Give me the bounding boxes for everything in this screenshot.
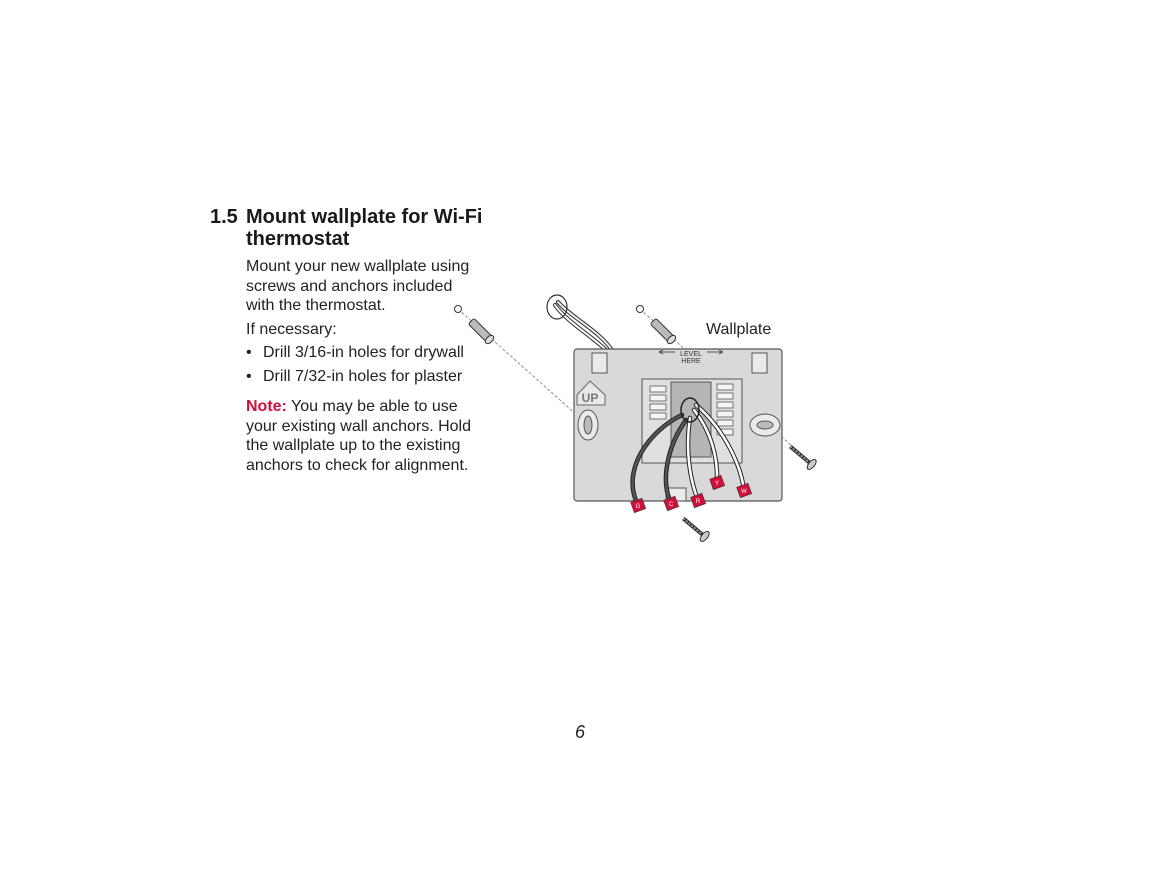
intro-paragraph: Mount your new wallplate using screws and anchors included with the thermostat. (246, 258, 470, 314)
anchor-hole-icon (455, 306, 462, 313)
wall-wires (547, 295, 612, 350)
wall-anchor-icon (650, 318, 678, 346)
wallplate-illustration (440, 285, 840, 560)
bullet-icon: • (246, 344, 252, 361)
level-text: HERE (681, 358, 701, 365)
svg-text:G: G (635, 504, 641, 510)
level-text: LEVEL (680, 351, 702, 358)
section-title: Mount wallplate for Wi-Fi thermostat (246, 206, 483, 250)
svg-text:C: C (668, 502, 674, 508)
note-text: You may be able to use your existing wall anchors. Hold the wallplate up to the existing anchors to check for alignment. (246, 398, 471, 474)
bullet-text: Drill 3/16-in holes for drywall (263, 344, 464, 361)
plate-clip (752, 353, 767, 373)
bullet-icon: • (246, 368, 252, 385)
mounting-screw-icon (786, 442, 817, 471)
anchor-hole-icon (637, 306, 644, 313)
if-necessary-text: If necessary: (246, 321, 337, 338)
plate-clip (592, 353, 607, 373)
wallplate-callout: Wallplate (706, 321, 772, 338)
section-number: 1.5 (210, 206, 238, 228)
svg-text:Y: Y (714, 481, 720, 487)
bullet-text: Drill 7/32-in holes for plaster (263, 368, 463, 385)
mounting-screw-icon (679, 514, 710, 543)
wall-anchor-icon (468, 318, 496, 346)
screw-slot (584, 416, 592, 434)
screw-slot (757, 421, 773, 429)
svg-text:W: W (741, 489, 747, 495)
up-text: UP (581, 391, 599, 405)
page-number: 6 (574, 722, 585, 742)
note-label: Note: (246, 398, 287, 415)
svg-text:R: R (695, 499, 701, 505)
